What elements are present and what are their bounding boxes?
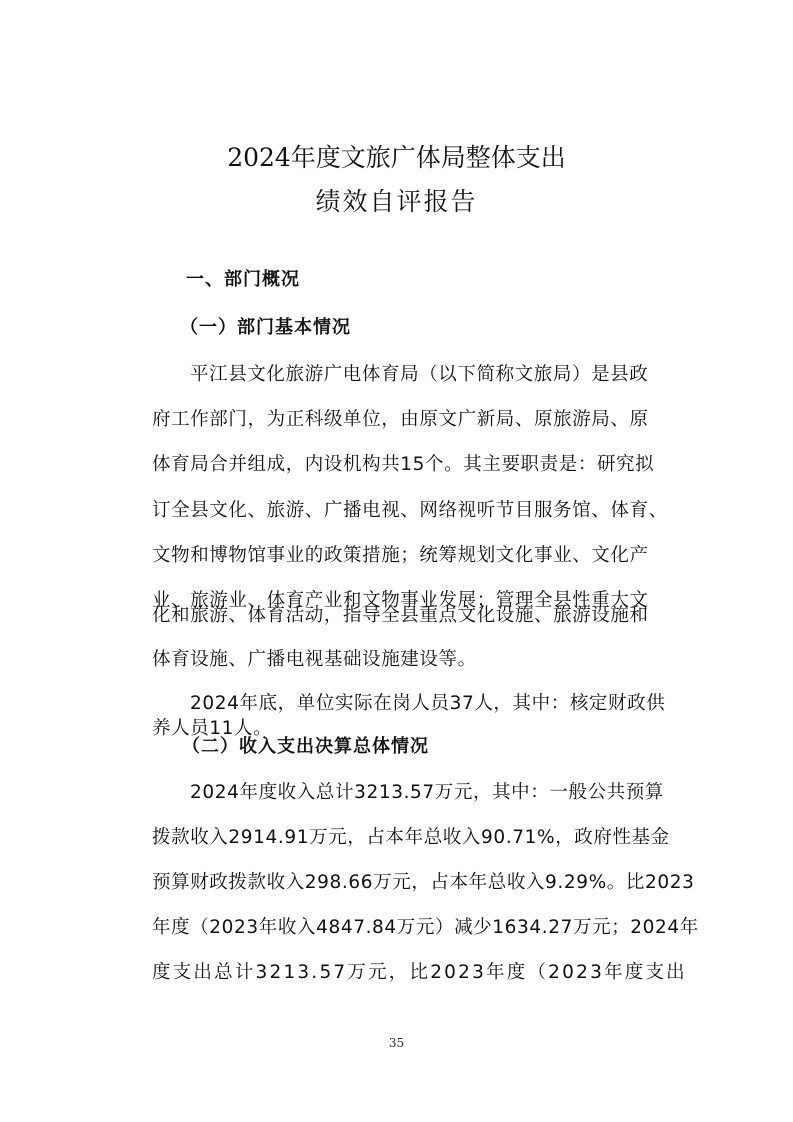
text-line: 预算财政拨款收入298.66万元，占本年总收入9.29%。比2023	[152, 872, 695, 893]
page-number: 35	[388, 1036, 405, 1050]
subsection-heading-income-expenditure: （二）收入支出决算总体情况	[182, 736, 429, 757]
text-line: 府工作部门，为正科级单位，由原文广新局、原旅游局、原	[152, 409, 649, 430]
text-line: 拨款收入2914.91万元，占本年总收入90.71%，政府性基金	[152, 827, 670, 848]
subsection-heading-basic-info: （一）部门基本情况	[180, 317, 351, 338]
text-line: 订全县文化、旅游、广播电视、网络视听节目服务馆、体育、	[152, 500, 668, 521]
text-line: 文物和博物馆事业的政策措施；统筹规划文化事业、文化产	[152, 545, 649, 566]
text-line: 化和旅游、体育活动，指导全县重点文化设施、旅游设施和	[152, 605, 649, 626]
document-title-line-2: 绩效自评报告	[315, 187, 478, 216]
document-title-line-1: 2024年度文旅广体局整体支出	[227, 143, 566, 172]
text-line: 2024年底，单位实际在岗人员37人，其中：核定财政供	[190, 693, 666, 714]
text-line: 平江县文化旅游广电体育局（以下简称文旅局）是县政	[190, 364, 649, 385]
text-line: 业、旅游业、体育产业和文物事业发展；管理全县性重大文	[152, 590, 649, 611]
text-line: 度支出总计3213.57万元，比2023年度（2023年度支出	[152, 962, 687, 983]
text-line: 体育局合并组成，内设机构共15个。其主要职责是：研究拟	[152, 454, 655, 475]
text-line: 2024年度收入总计3213.57万元，其中：一般公共预算	[190, 782, 664, 803]
section-heading-department-overview: 一、部门概况	[186, 269, 300, 290]
text-line: 体育设施、广播电视基础设施建设等。	[152, 649, 477, 670]
text-line: 年度（2023年收入4847.84万元）减少1634.27万元；2024年	[152, 917, 699, 938]
text-line: 养人员11人。	[152, 718, 273, 739]
